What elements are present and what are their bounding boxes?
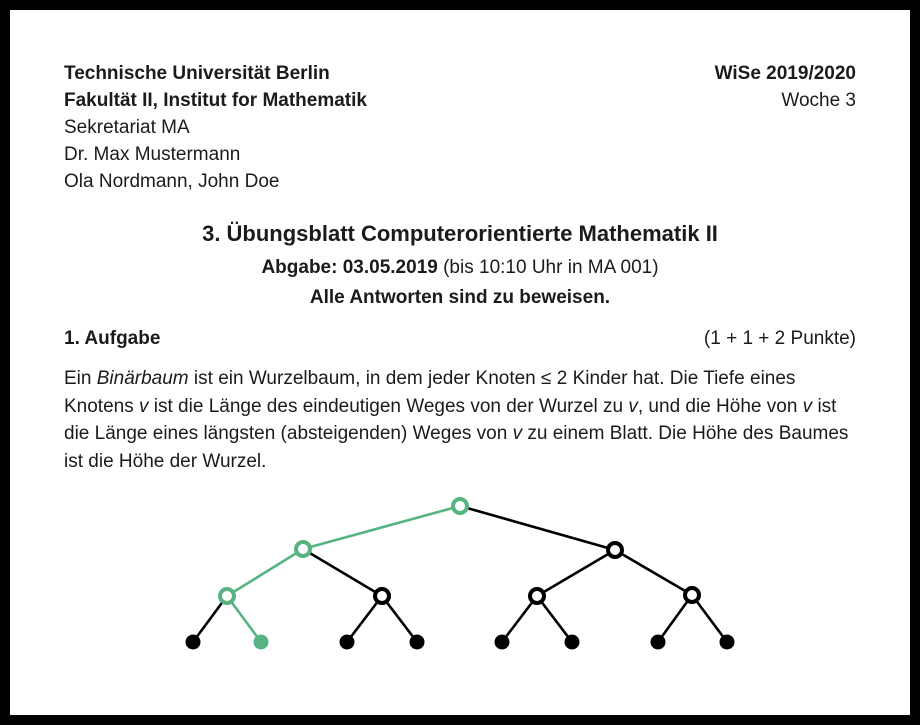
tree-leaf-node	[186, 635, 201, 650]
due-date-line	[64, 254, 856, 281]
tree-edge	[615, 550, 692, 595]
secretariat-line: Sekretariat MA	[64, 117, 190, 138]
tree-leaf-node	[495, 635, 510, 650]
tree-edge	[537, 550, 615, 596]
title-block	[64, 219, 856, 311]
tree-edge	[303, 549, 382, 596]
tree-leaf-node	[410, 635, 425, 650]
faculty-name: Fakultät II, Institut for Mathematik	[64, 90, 367, 111]
italic-text-run: v	[512, 423, 523, 444]
task-paragraph	[64, 365, 856, 475]
tree-internal-node	[453, 499, 467, 513]
tree-internal-node	[530, 589, 544, 603]
text-run: zu einem Blatt. Die Höhe des Baumes ist die Höhe der Wurzel.	[64, 423, 849, 472]
tree-leaf-node	[720, 635, 735, 650]
tree-edge	[303, 506, 460, 549]
tree-internal-node	[220, 589, 234, 603]
binary-tree-svg	[10, 480, 910, 660]
motto-line: Alle Antworten sind zu beweisen.	[309, 287, 611, 308]
text-run: Ein	[64, 368, 97, 389]
text-run: ist ein Wurzelbaum, in dem jeder Knoten ≤ 2 Kinder hat. Die Tiefe eines Knotens	[64, 368, 796, 417]
text-run: ist die Länge des eindeutigen Weges von der Wurzel zu	[148, 395, 629, 417]
tree-internal-node	[296, 542, 310, 556]
page-title: 3. Übungsblatt Computerorientierte Mathematik II	[202, 221, 718, 246]
header-left-block	[64, 60, 367, 195]
task-heading: 1. Aufgabe	[64, 328, 161, 349]
tree-internal-node	[375, 589, 389, 603]
tree-leaf-node	[651, 635, 666, 650]
italic-text-run: v	[139, 395, 149, 417]
task-heading-row	[64, 325, 856, 352]
semester-label: WiSe 2019/2020	[714, 63, 856, 84]
due-date-detail: (bis 10:10 Uhr in MA 001)	[437, 257, 659, 278]
institution-name: Technische Universität Berlin	[64, 63, 330, 84]
italic-text-run: Binärbaum	[96, 368, 189, 389]
due-date-bold: Abgabe: 03.05.2019	[261, 257, 438, 278]
tree-internal-node	[608, 543, 622, 557]
italic-text-run: v	[628, 395, 638, 417]
lecturer-name: Dr. Max Mustermann	[64, 144, 241, 165]
tree-leaf-node	[565, 635, 580, 650]
tree-leaf-node	[254, 635, 269, 650]
tree-leaf-node	[340, 635, 355, 650]
header	[64, 60, 856, 195]
assistants-names: Ola Nordmann, John Doe	[64, 171, 280, 192]
italic-text-run: v	[802, 395, 813, 417]
tree-internal-node	[685, 588, 699, 602]
tree-edge	[460, 506, 615, 550]
tree-edge	[227, 549, 303, 596]
task-points: (1 + 1 + 2 Punkte)	[703, 328, 856, 349]
header-right-block	[715, 60, 856, 114]
week-label: Woche 3	[781, 90, 856, 111]
binary-tree-figure	[10, 480, 910, 660]
text-run: ist die Länge eines längsten (absteigenden) Weges von	[64, 395, 837, 444]
text-run: , und die Höhe von	[637, 395, 803, 417]
